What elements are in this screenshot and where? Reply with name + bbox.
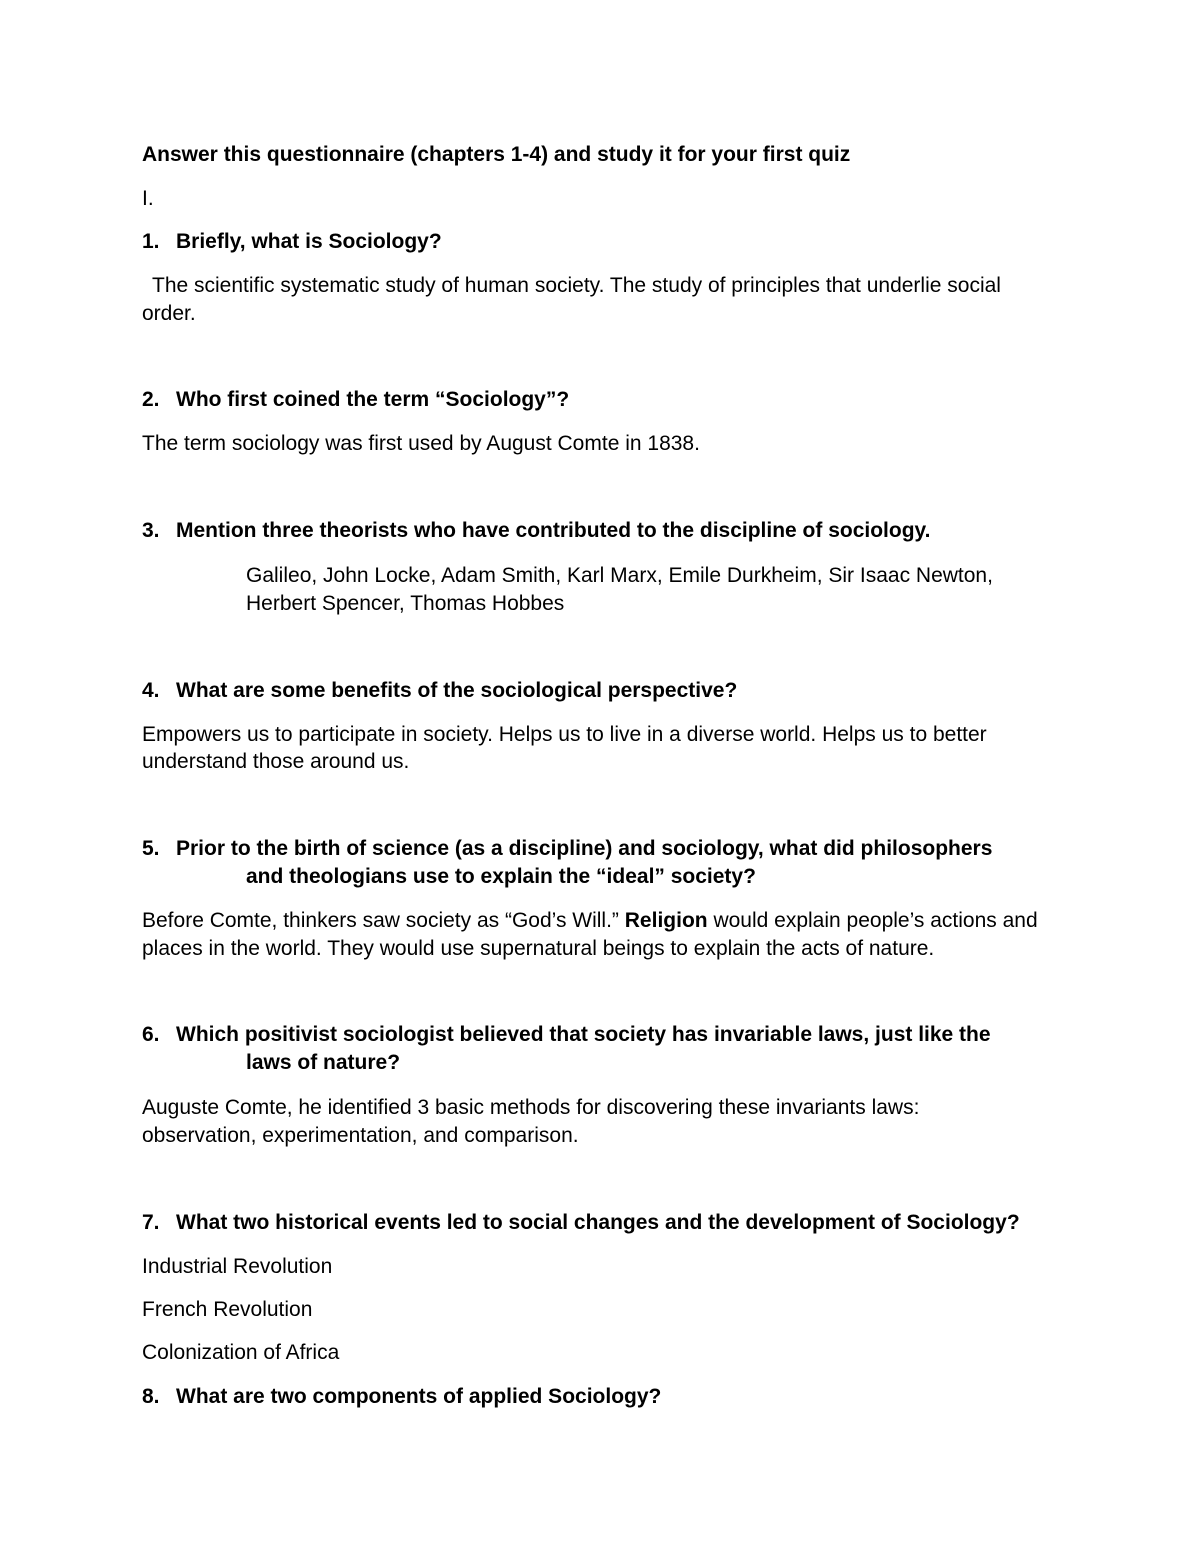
- answer-emphasis: Religion: [624, 909, 708, 932]
- question-number: 1.: [142, 230, 160, 253]
- answer-7-item-1: Industrial Revolution: [142, 1255, 333, 1278]
- question-text: What are two components of applied Sociology?: [176, 1385, 662, 1408]
- answer-4-line-1: Empowers us to participate in society. Helps us to live in a diverse world. Helps us to better: [142, 723, 987, 746]
- question-6-line-1: [142, 1021, 991, 1049]
- question-3: [142, 517, 931, 545]
- answer-4-line-2: understand those around us.: [142, 750, 410, 773]
- question-6-line-2: laws of nature?: [246, 1051, 401, 1074]
- answer-1-line-1: The scientific systematic study of human society. The study of principles that underlie social: [152, 274, 1001, 297]
- answer-text: would explain people’s actions and: [707, 909, 1038, 932]
- question-1: [142, 228, 442, 256]
- section-marker: I.: [142, 187, 154, 210]
- page-title: Answer this questionnaire (chapters 1-4) and study it for your first quiz: [142, 143, 851, 166]
- question-number: 3.: [142, 519, 160, 542]
- question-text: Who first coined the term “Sociology”?: [176, 388, 570, 411]
- answer-text: Before Comte, thinkers saw society as “God’s Will.”: [142, 909, 625, 932]
- answer-6-line-2: observation, experimentation, and comparison.: [142, 1124, 579, 1147]
- answer-1-line-2: order.: [142, 302, 196, 325]
- question-number: 8.: [142, 1385, 160, 1408]
- question-text: What two historical events led to social changes and the development of Sociology?: [176, 1211, 1020, 1234]
- answer-3-line-2: Herbert Spencer, Thomas Hobbes: [246, 592, 565, 615]
- question-number: 6.: [142, 1023, 160, 1046]
- answer-5-line-2: places in the world. They would use supernatural beings to explain the acts of nature.: [142, 937, 935, 960]
- answer-6-line-1: Auguste Comte, he identified 3 basic methods for discovering these invariants laws:: [142, 1096, 920, 1119]
- question-number: 4.: [142, 679, 160, 702]
- question-text: Mention three theorists who have contributed to the discipline of sociology.: [176, 519, 931, 542]
- answer-7-item-2: French Revolution: [142, 1298, 313, 1321]
- question-5-line-1: [142, 835, 992, 863]
- question-5-line-2: and theologians use to explain the “ideal” society?: [246, 865, 756, 888]
- question-number: 7.: [142, 1211, 160, 1234]
- question-text: Briefly, what is Sociology?: [176, 230, 442, 253]
- answer-5-line-1: [142, 907, 1038, 935]
- answer-7-item-3: Colonization of Africa: [142, 1341, 340, 1364]
- question-8: [142, 1383, 661, 1411]
- answer-2-line-1: The term sociology was first used by August Comte in 1838.: [142, 432, 700, 455]
- question-4: [142, 677, 737, 705]
- question-text: What are some benefits of the sociological perspective?: [176, 679, 738, 702]
- question-number: 2.: [142, 388, 160, 411]
- answer-3-line-1: Galileo, John Locke, Adam Smith, Karl Marx, Emile Durkheim, Sir Isaac Newton,: [246, 564, 993, 587]
- question-text: Which positivist sociologist believed that society has invariable laws, just like the: [176, 1023, 991, 1046]
- question-text: Prior to the birth of science (as a discipline) and sociology, what did philosophers: [176, 837, 993, 860]
- question-7: [142, 1209, 1020, 1237]
- question-number: 5.: [142, 837, 160, 860]
- question-2: [142, 386, 569, 414]
